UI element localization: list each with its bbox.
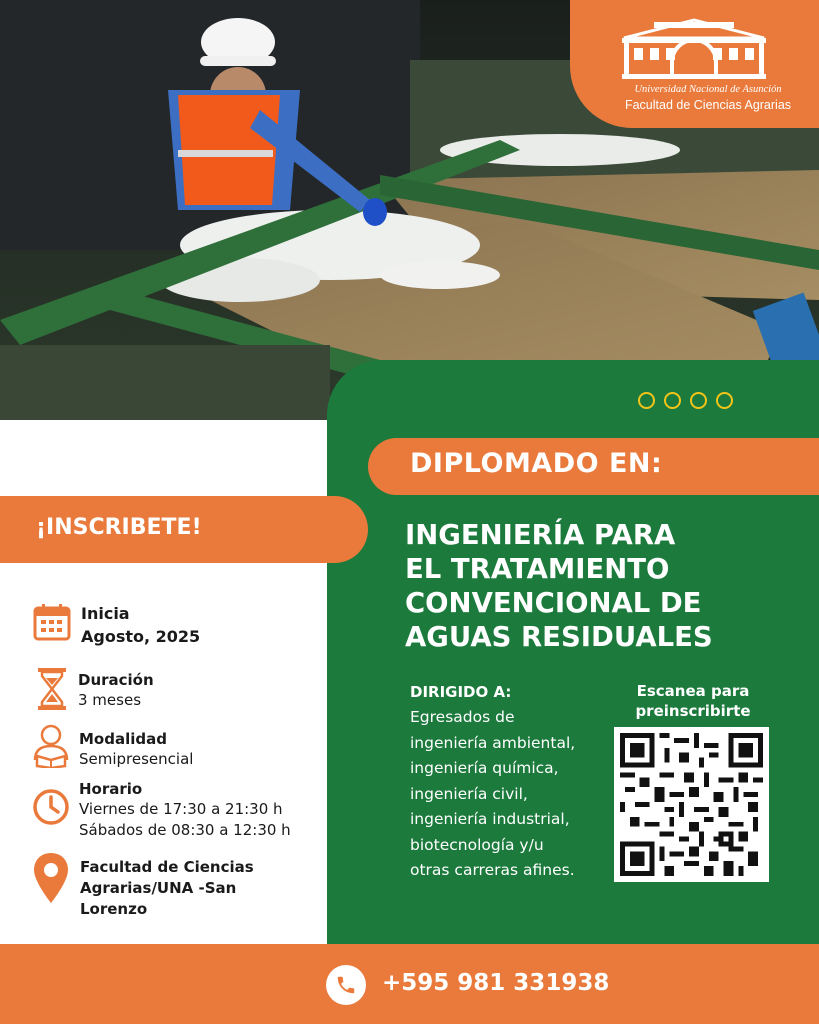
dot-icon bbox=[638, 392, 655, 409]
clock-icon bbox=[32, 788, 70, 826]
mode-label: Modalidad bbox=[79, 730, 167, 748]
schedule-label: Horario bbox=[79, 780, 143, 798]
duration-value: 3 meses bbox=[78, 691, 142, 709]
university-logo bbox=[570, 0, 819, 128]
qr-code[interactable] bbox=[614, 727, 769, 882]
phone-number[interactable]: +595 981 331938 bbox=[382, 970, 610, 996]
dot-icon bbox=[690, 392, 707, 409]
logo-university-name: Universidad Nacional de Asunción bbox=[634, 84, 782, 95]
decorative-dots bbox=[638, 392, 733, 409]
schedule-value: Viernes de 17:30 a 21:30 h Sábados de 08:30 a 12:30 h bbox=[79, 800, 291, 839]
logo-faculty-name: Facultad de Ciencias Agrarias bbox=[624, 98, 792, 112]
diplomado-banner bbox=[368, 438, 819, 495]
student-icon bbox=[32, 724, 70, 768]
location-label: Facultad de Ciencias Agrarias/UNA -San Lorenzo bbox=[80, 858, 254, 918]
hourglass-icon bbox=[36, 667, 68, 711]
audience-body: Egresados de ingeniería ambiental, ingeniería química, ingeniería civil, ingeniería industrial, biotecnología y/u otras carreras afines. bbox=[410, 708, 576, 879]
qr-code-icon bbox=[620, 733, 763, 876]
location-pin-icon bbox=[33, 852, 69, 904]
start-label: Inicia bbox=[81, 604, 130, 623]
calendar-icon bbox=[32, 602, 72, 642]
audience-title: DIRIGIDO A: bbox=[410, 683, 512, 701]
phone-icon[interactable] bbox=[326, 965, 366, 1005]
dot-icon bbox=[664, 392, 681, 409]
duration-label: Duración bbox=[78, 671, 154, 689]
mode-value: Semipresencial bbox=[79, 750, 194, 768]
dot-icon bbox=[716, 392, 733, 409]
course-title: INGENIERÍA PARA EL TRATAMIENTO CONVENCIONAL DE AGUAS RESIDUALES bbox=[405, 519, 713, 653]
inscribete-button[interactable] bbox=[0, 496, 368, 563]
qr-label: Escanea para preinscribirte bbox=[635, 682, 751, 720]
diplomado-label: DIPLOMADO EN: bbox=[410, 448, 663, 479]
inscribete-label: ¡INSCRIBETE! bbox=[36, 515, 202, 540]
building-logo-icon bbox=[614, 16, 774, 82]
start-value: Agosto, 2025 bbox=[81, 627, 201, 646]
